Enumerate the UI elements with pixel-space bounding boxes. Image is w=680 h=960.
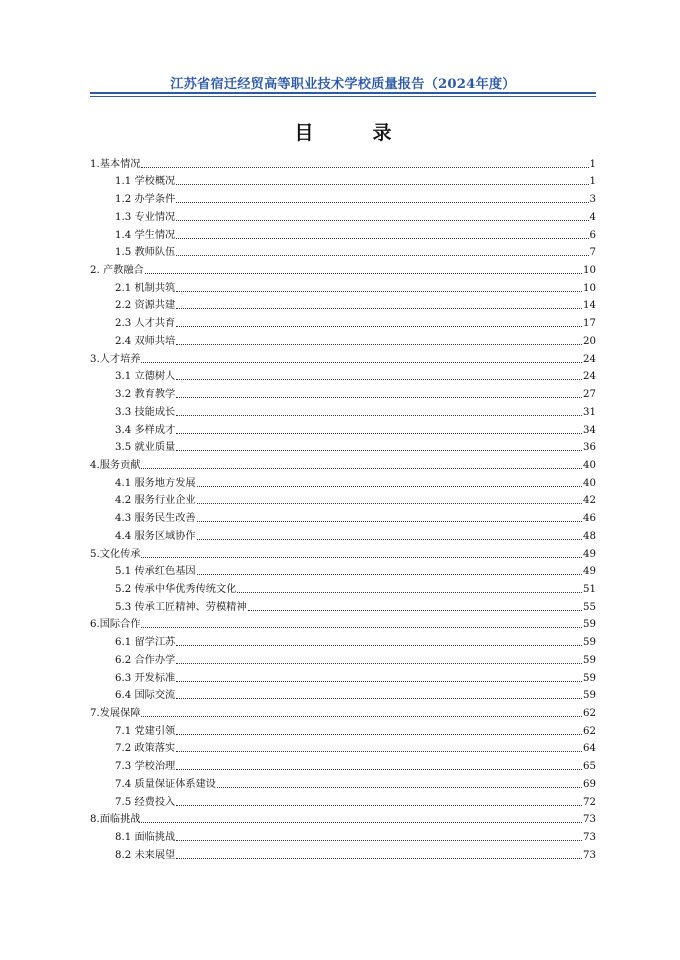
- toc-subsection-entry[interactable]: [90, 667, 596, 685]
- toc-subsection-entry[interactable]: [90, 383, 596, 401]
- toc-page-number: 64: [583, 743, 596, 755]
- toc-entry-text: 5.1 传承红色基因: [115, 566, 196, 578]
- toc-dot-leader: [176, 698, 582, 699]
- toc-page-number: 34: [583, 424, 596, 436]
- toc-page-number: 46: [583, 513, 596, 525]
- toc-entry-text: 4.服务贡献: [90, 459, 141, 471]
- toc-subsection-entry[interactable]: [90, 649, 596, 667]
- toc-dot-leader: [141, 557, 582, 558]
- toc-dot-leader: [176, 255, 588, 256]
- toc-page-number: 40: [583, 477, 596, 489]
- toc-subsection-entry[interactable]: [90, 507, 596, 525]
- toc-page-number: 10: [583, 265, 596, 277]
- toc-dot-leader: [176, 415, 582, 416]
- toc-dot-leader: [176, 379, 582, 380]
- toc-subsection-entry[interactable]: [90, 525, 596, 543]
- toc-dot-leader: [176, 184, 588, 185]
- toc-entry-text: 1.3 专业情况: [115, 211, 176, 223]
- toc-subsection-entry[interactable]: [90, 685, 596, 703]
- toc-subsection-entry[interactable]: [90, 224, 596, 242]
- toc-entry-text: 8.面临挑战: [90, 814, 141, 826]
- toc-dot-leader: [176, 326, 582, 327]
- toc-dot-leader: [248, 610, 583, 611]
- toc-dot-leader: [237, 592, 582, 593]
- toc-subsection-entry[interactable]: [90, 330, 596, 348]
- toc-entry-text: 8.1 面临挑战: [115, 832, 176, 844]
- toc-page-number: 49: [583, 548, 596, 560]
- toc-section-entry[interactable]: [90, 153, 596, 171]
- toc-dot-leader: [176, 450, 582, 451]
- toc-subsection-entry[interactable]: [90, 206, 596, 224]
- toc-page-number: 65: [583, 761, 596, 773]
- toc-entry-text: 7.3 学校治理: [115, 761, 176, 773]
- toc-dot-leader: [176, 344, 582, 345]
- toc-page-number: 51: [583, 583, 596, 595]
- toc-title: 目 录: [294, 122, 412, 144]
- toc-dot-leader: [197, 539, 582, 540]
- toc-entry-text: 2. 产教融合: [90, 265, 144, 277]
- toc-dot-leader: [197, 486, 582, 487]
- toc-page-number: 20: [583, 335, 596, 347]
- toc-page-number: 6: [589, 229, 596, 241]
- toc-entry-text: 5.文化传承: [90, 548, 141, 560]
- toc-dot-leader: [176, 734, 582, 735]
- toc-page-number: 62: [583, 708, 596, 719]
- toc-entry-text: 1.4 学生情况: [115, 229, 176, 241]
- toc-page-number: 42: [583, 495, 596, 507]
- toc-page-number: 31: [583, 406, 596, 418]
- toc-subsection-entry[interactable]: [90, 277, 596, 295]
- toc-dot-leader: [176, 238, 588, 239]
- toc-subsection-entry[interactable]: [90, 561, 596, 579]
- toc-page-number: 73: [583, 814, 596, 826]
- toc-dot-leader: [145, 273, 582, 274]
- toc-section-entry[interactable]: [90, 454, 596, 472]
- toc-page-number: 48: [583, 530, 596, 542]
- toc-dot-leader: [176, 663, 582, 664]
- toc-page-number: 14: [583, 300, 596, 312]
- toc-entry-text: 6.1 留学江苏: [115, 637, 176, 649]
- toc-subsection-entry[interactable]: [90, 188, 596, 206]
- toc-subsection-entry[interactable]: [90, 295, 596, 313]
- toc-page-number: 73: [583, 849, 596, 861]
- toc-page-number: 59: [583, 637, 596, 649]
- toc-entry-text: 7.发展保障: [90, 708, 141, 719]
- toc-entry-text: 5.3 传承工匠精神、劳模精神: [115, 601, 247, 613]
- toc-entry-text: 7.4 质量保证体系建设: [115, 778, 216, 790]
- toc-section-entry[interactable]: [90, 809, 596, 827]
- toc-page-number: 7: [589, 247, 596, 259]
- header-rule-thin: [90, 96, 596, 97]
- toc-subsection-entry[interactable]: [90, 490, 596, 508]
- toc-entry-text: 2.1 机制共筑: [115, 282, 176, 294]
- toc-page-number: 59: [583, 690, 596, 702]
- toc-entry-text: 5.2 传承中华优秀传统文化: [115, 583, 237, 595]
- toc-dot-leader: [176, 769, 582, 770]
- toc-subsection-entry[interactable]: [90, 826, 596, 844]
- toc-page-number: 24: [583, 371, 596, 383]
- toc-entry-text: 6.国际合作: [90, 619, 141, 631]
- toc-subsection-entry[interactable]: [90, 366, 596, 384]
- toc-page-number: 49: [583, 566, 596, 578]
- toc-entry-text: 3.人才培养: [90, 353, 141, 365]
- toc-dot-leader: [176, 308, 582, 309]
- toc-dot-leader: [176, 805, 582, 806]
- toc-page-number: 3: [589, 194, 596, 206]
- toc-dot-leader: [176, 291, 582, 292]
- toc-entry-text: 7.1 党建引领: [115, 725, 176, 737]
- toc-dot-leader: [176, 433, 582, 434]
- toc-dot-leader: [197, 503, 582, 504]
- toc-page-number: 59: [583, 654, 596, 666]
- toc-entry-text: 6.4 国际交流: [115, 690, 176, 702]
- toc-page-number: 62: [583, 725, 596, 737]
- toc-entry-text: 1.1 学校概况: [115, 176, 176, 188]
- header-rule-thick: [90, 92, 596, 94]
- toc-page-number: 1: [589, 158, 596, 170]
- toc-entry-text: 3.3 技能成长: [115, 406, 176, 418]
- toc-dot-leader: [141, 468, 582, 469]
- toc-entry-text: 4.4 服务区域协作: [115, 530, 196, 542]
- toc-dot-leader: [176, 645, 582, 646]
- toc-entry-text: 2.3 人才共育: [115, 318, 176, 330]
- toc-subsection-entry[interactable]: [90, 578, 596, 596]
- toc-page-number: 4: [589, 211, 596, 223]
- toc-subsection-entry[interactable]: [90, 773, 596, 791]
- toc-page-number: 73: [583, 832, 596, 844]
- toc-subsection-entry[interactable]: [90, 755, 596, 773]
- toc-page-number: 10: [583, 282, 596, 294]
- toc-dot-leader: [176, 202, 588, 203]
- toc-subsection-entry[interactable]: [90, 242, 596, 260]
- toc-subsection-entry[interactable]: [90, 631, 596, 649]
- toc-entry-text: 3.2 教育教学: [115, 389, 176, 401]
- toc-entry-text: 1.基本情况: [90, 158, 141, 170]
- toc-dot-leader: [176, 220, 588, 221]
- toc-page-number: 59: [583, 619, 596, 631]
- toc-section-entry[interactable]: [90, 543, 596, 561]
- toc-entry-text: 1.2 办学条件: [115, 194, 176, 206]
- toc-dot-leader: [176, 397, 582, 398]
- toc-page-number: 36: [583, 442, 596, 454]
- toc-page-number: 24: [583, 353, 596, 365]
- toc-page-number: 69: [583, 778, 596, 790]
- running-header: 江苏省宿迁经贸高等职业技术学校质量报告（2024年度）: [170, 77, 516, 92]
- toc-page-number: 17: [583, 318, 596, 330]
- toc-entry-text: 4.2 服务行业企业: [115, 495, 196, 507]
- toc-entry-text: 4.1 服务地方发展: [115, 477, 196, 489]
- toc-subsection-entry[interactable]: [90, 596, 596, 614]
- toc-page-number: 55: [583, 601, 596, 613]
- toc-subsection-entry[interactable]: [90, 401, 596, 419]
- toc-subsection-entry[interactable]: [90, 437, 596, 455]
- toc-subsection-entry[interactable]: [90, 419, 596, 437]
- toc-dot-leader: [176, 840, 582, 841]
- toc-entry-text: 1.5 教师队伍: [115, 247, 176, 259]
- toc-subsection-entry[interactable]: [90, 844, 596, 862]
- toc-entry-text: 3.1 立德树人: [115, 371, 176, 383]
- toc-page-number: 40: [583, 459, 596, 471]
- toc-entry-text: 3.4 多样成才: [115, 424, 176, 436]
- toc-page-number: 59: [583, 672, 596, 684]
- toc-entry-text: 8.2 未来展望: [115, 849, 176, 861]
- toc-entry-text: 2.4 双师共培: [115, 335, 176, 347]
- toc-entry-text: 7.5 经费投入: [115, 796, 176, 808]
- toc-entry-text: 6.2 合作办学: [115, 654, 176, 666]
- toc-dot-leader: [176, 858, 582, 859]
- toc-section-entry[interactable]: [90, 259, 596, 277]
- toc-dot-leader: [217, 787, 582, 788]
- toc-page-number: 1: [589, 176, 596, 188]
- toc-section-entry[interactable]: [90, 614, 596, 632]
- toc-dot-leader: [176, 751, 582, 752]
- toc-entry-text: 6.3 开发标准: [115, 672, 176, 684]
- toc-dot-leader: [197, 521, 582, 522]
- toc-subsection-entry[interactable]: [90, 791, 596, 809]
- toc-dot-leader: [176, 681, 582, 682]
- toc-dot-leader: [141, 627, 582, 628]
- toc-dot-leader: [197, 574, 582, 575]
- toc-entry-text: 4.3 服务民生改善: [115, 513, 196, 525]
- toc-dot-leader: [141, 716, 582, 717]
- toc-subsection-entry[interactable]: [90, 738, 596, 756]
- toc-entry-text: 2.2 资源共建: [115, 300, 176, 312]
- toc-subsection-entry[interactable]: [90, 720, 596, 738]
- toc-dot-leader: [141, 362, 582, 363]
- toc-subsection-entry[interactable]: [90, 472, 596, 490]
- table-of-contents: [90, 153, 596, 862]
- toc-subsection-entry[interactable]: [90, 312, 596, 330]
- toc-dot-leader: [141, 167, 588, 168]
- toc-entry-text: 7.2 政策落实: [115, 743, 176, 755]
- toc-entry-text: 3.5 就业质量: [115, 442, 176, 454]
- toc-section-entry[interactable]: [90, 702, 596, 720]
- toc-page-number: 27: [583, 389, 596, 401]
- toc-subsection-entry[interactable]: [90, 171, 596, 189]
- toc-dot-leader: [141, 822, 582, 823]
- toc-page-number: 72: [583, 796, 596, 808]
- toc-section-entry[interactable]: [90, 348, 596, 366]
